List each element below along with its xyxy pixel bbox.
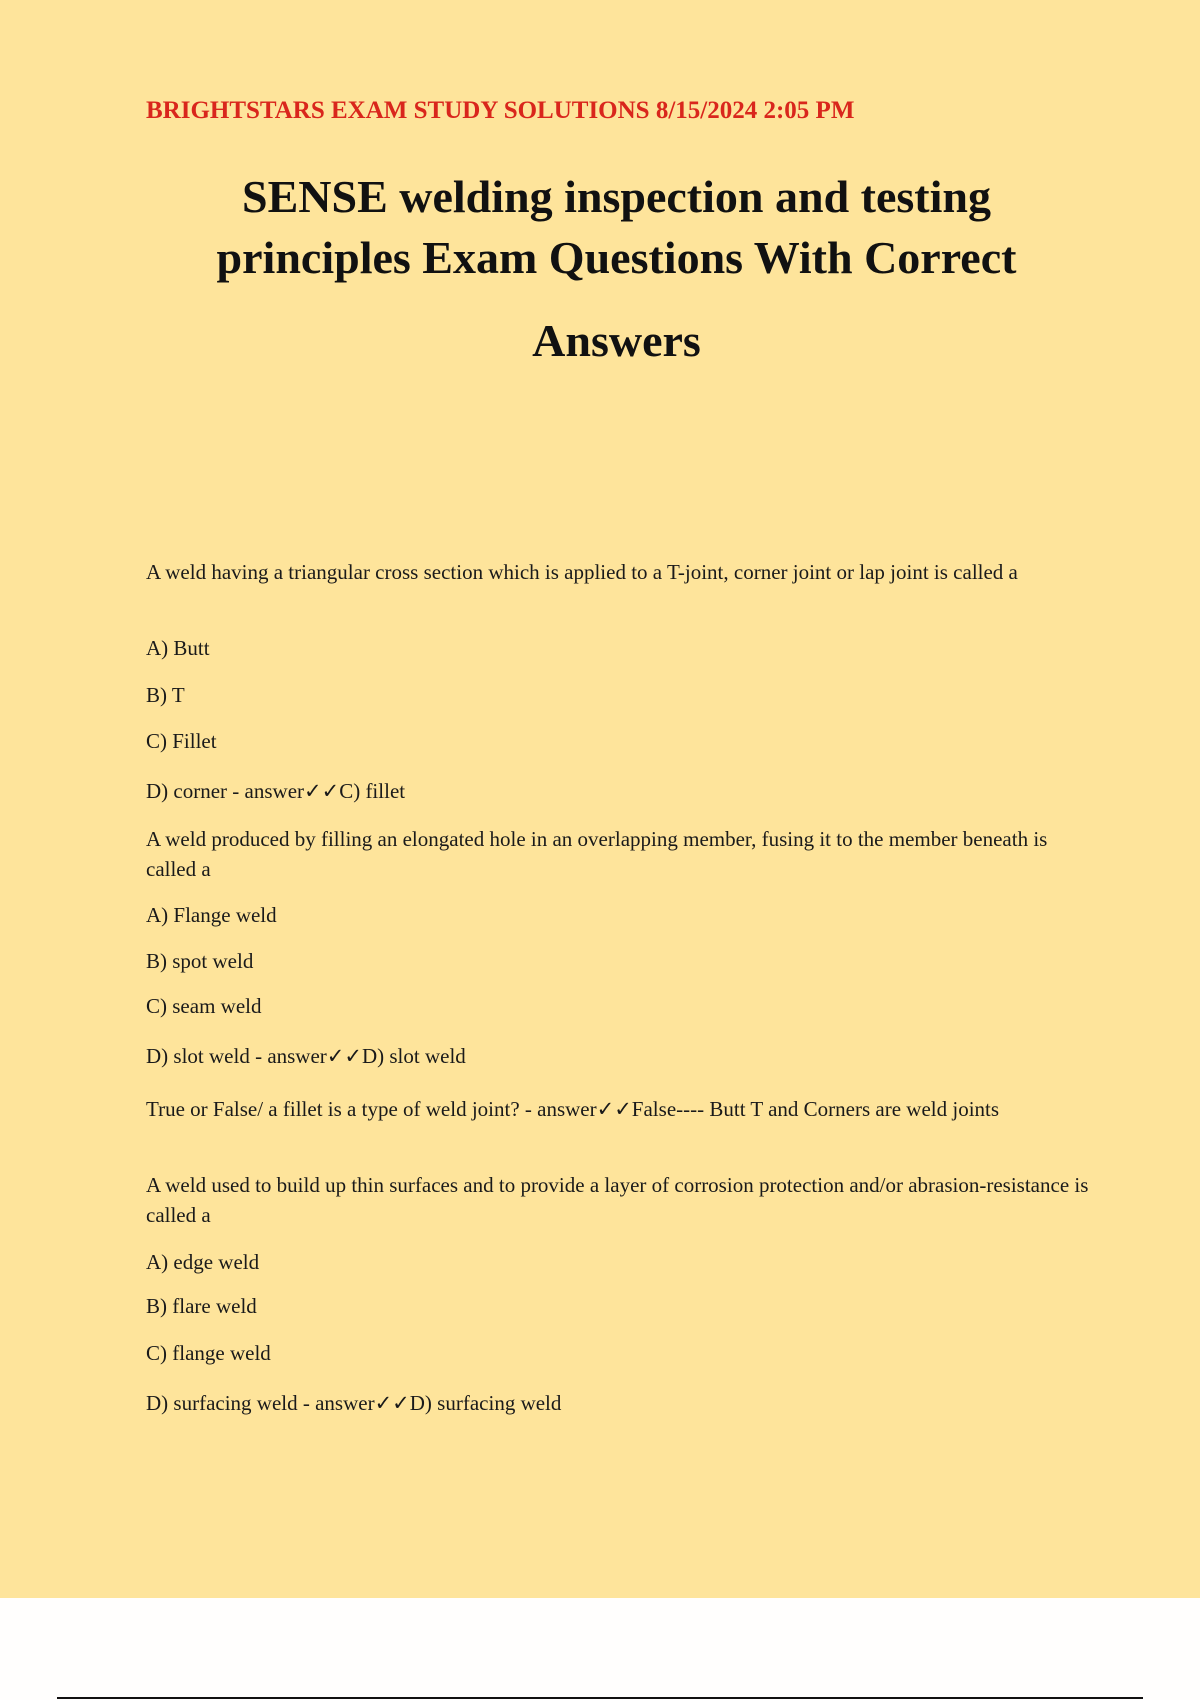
answer-option: B) T — [146, 683, 185, 707]
answer-option: A) Flange weld — [146, 903, 277, 927]
question-text: A weld having a triangular cross section which is applied to a T-joint, corner joint or lap joint is called a — [146, 560, 1018, 584]
document-title-line-1: SENSE welding inspection and testing — [242, 171, 991, 222]
answer-option: C) Fillet — [146, 729, 217, 753]
page-divider — [57, 1697, 1143, 1699]
answer-option: B) flare weld — [146, 1294, 257, 1318]
document-header: BRIGHTSTARS EXAM STUDY SOLUTIONS 8/15/2024 2:05 PM — [146, 97, 855, 124]
answer-option-with-answer: D) corner - answer✓✓C) fillet — [146, 779, 406, 803]
document-title-line-3: Answers — [532, 315, 701, 366]
answer-option: C) seam weld — [146, 994, 262, 1018]
question-text: True or False/ a fillet is a type of weld joint? - answer✓✓False---- Butt T and Corners are weld joints — [146, 1097, 1000, 1121]
question-text: A weld produced by filling an elongated hole in an overlapping member, fusing it to the member beneath is called a — [146, 827, 1048, 881]
answer-option-with-answer: D) surfacing weld - answer✓✓D) surfacing weld — [146, 1391, 562, 1415]
answer-option: C) flange weld — [146, 1341, 271, 1365]
document-title-line-2: principles Exam Questions With Correct — [216, 232, 1017, 283]
question-text: A weld used to build up thin surfaces and to provide a layer of corrosion protection and/or abrasion-resistance is called a — [146, 1173, 1089, 1227]
answer-option: B) spot weld — [146, 949, 254, 973]
answer-option: A) edge weld — [146, 1250, 260, 1274]
answer-option-with-answer: D) slot weld - answer✓✓D) slot weld — [146, 1044, 466, 1068]
answer-option: A) Butt — [146, 636, 210, 660]
